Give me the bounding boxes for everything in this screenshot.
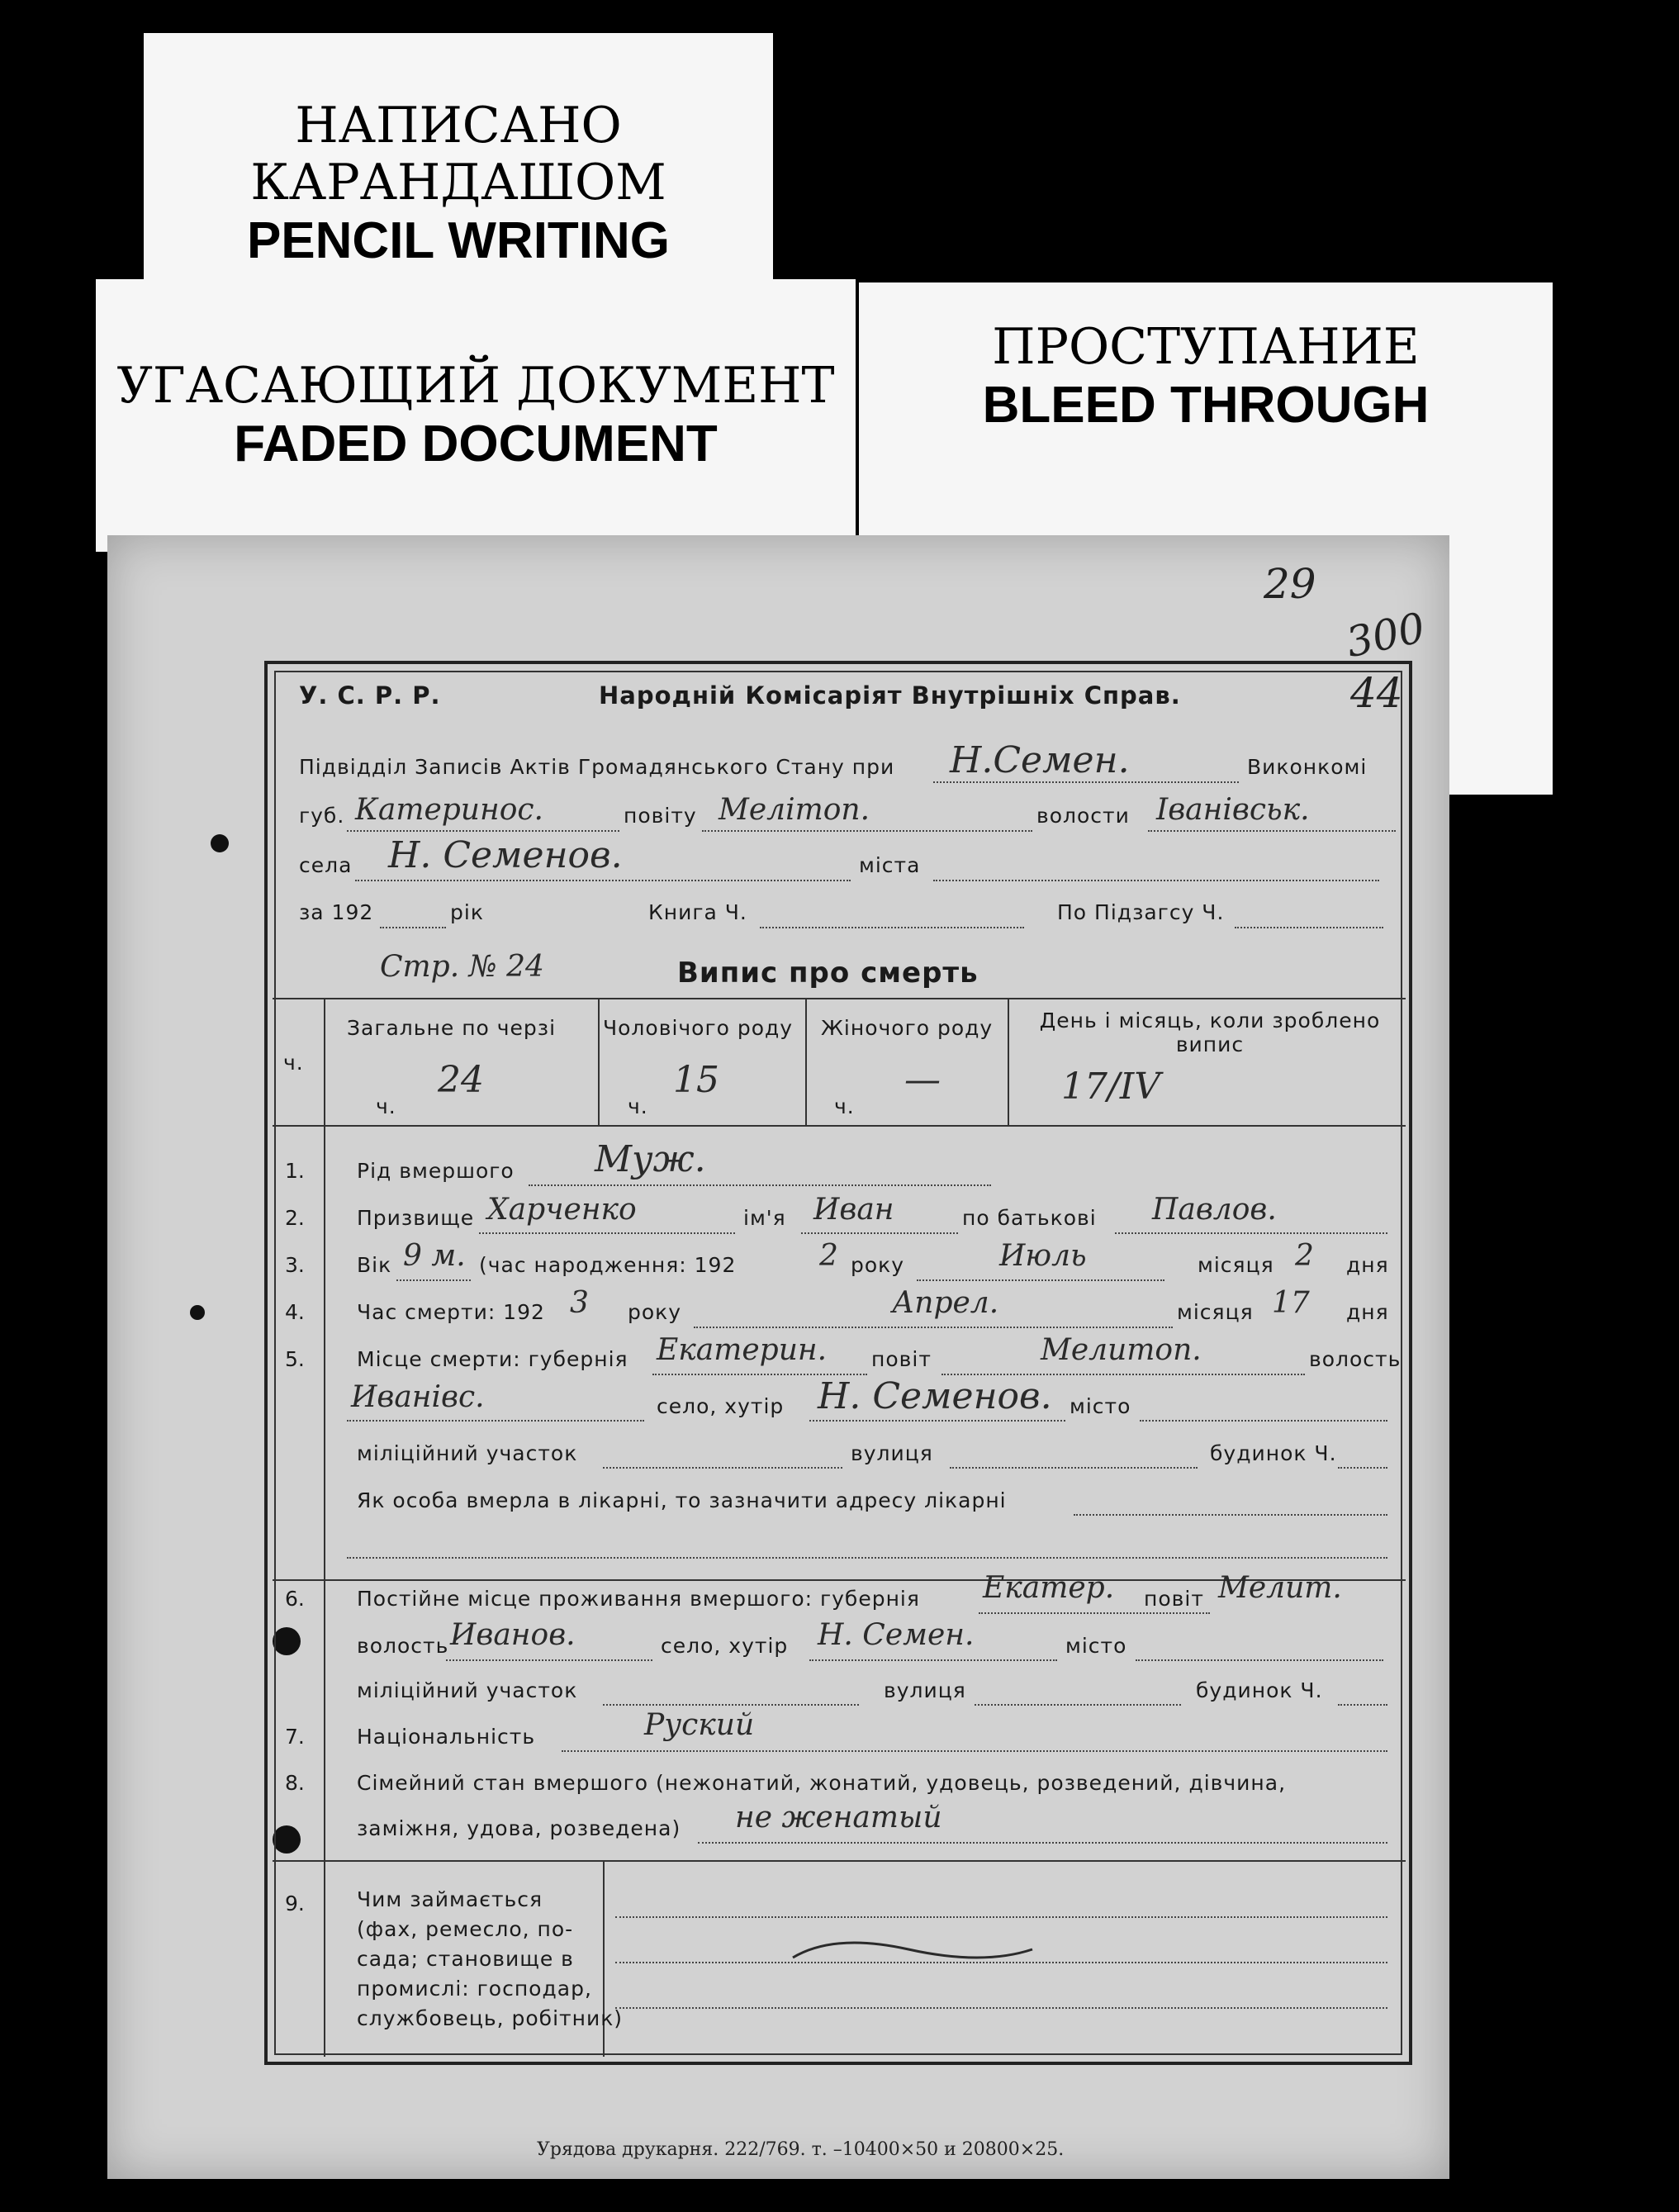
- faded-document-label-card: [96, 279, 856, 552]
- punch-hole: [190, 1305, 205, 1320]
- res-selo-label: село, хутір: [661, 1634, 789, 1658]
- death-label: Час смерти: 192: [357, 1300, 545, 1324]
- death-month-handwritten: Апрел.: [892, 1286, 999, 1320]
- record-ref-handwritten: Стр. № 24: [380, 950, 544, 984]
- podzags-label: По Підзагсу Ч.: [1057, 900, 1225, 924]
- place-misto-label: місто: [1070, 1394, 1131, 1418]
- res-militia-label: міліційний участок: [357, 1678, 578, 1702]
- place-povit-label: повіт: [871, 1347, 932, 1371]
- sheet-number-top: 29: [1264, 560, 1316, 608]
- republic-abbr: У. С. Р. Р.: [299, 681, 441, 710]
- place-selo-handwritten: Н. Семенов.: [818, 1375, 1052, 1417]
- record-date-handwritten: 17/IV: [1061, 1066, 1160, 1108]
- sheet-number-middle: 300: [1342, 603, 1430, 667]
- selo-handwritten: Н. Семенов.: [388, 834, 623, 876]
- death-day-handwritten: 17: [1272, 1286, 1310, 1320]
- executive-label: Виконкомі: [1247, 755, 1368, 779]
- commissariat-title: Народній Комісаріят Внутрішніх Справ.: [599, 681, 1181, 710]
- res-house-label: будинок Ч.: [1196, 1678, 1323, 1702]
- rid-label: Рід вмершого: [357, 1159, 515, 1183]
- item-number: 8.: [285, 1771, 305, 1795]
- birth-day-handwritten: 2: [1295, 1239, 1314, 1273]
- selo-label: села: [299, 853, 353, 877]
- col-male-header: Чоловічого роду: [603, 1016, 794, 1040]
- place-selo-label: село, хутір: [657, 1394, 785, 1418]
- age-handwritten: 9 м.: [403, 1239, 466, 1273]
- surname-label: Призвище: [357, 1206, 475, 1230]
- death-roku-label: року: [628, 1300, 682, 1324]
- occupation-line-1: Чим займається: [357, 1887, 543, 1911]
- death-year-handwritten: 3: [570, 1286, 589, 1320]
- item-number: 9.: [285, 1892, 305, 1915]
- counts-row-label: ч.: [283, 1051, 304, 1075]
- item-number: 7.: [285, 1725, 305, 1749]
- res-gub-handwritten: Екатер.: [983, 1571, 1115, 1605]
- faded-label-ru: УГАСАЮЩИЙ ДОКУМЕНТ: [116, 357, 835, 415]
- nationality-handwritten: Руский: [644, 1708, 755, 1742]
- patronymic-handwritten: Павлов.: [1152, 1193, 1277, 1227]
- place-gub-handwritten: Екатерин.: [657, 1333, 828, 1367]
- res-street-label: вулиця: [884, 1678, 966, 1702]
- res-volost-handwritten: Иванов.: [450, 1618, 576, 1652]
- pencil-writing-label-card: [144, 33, 773, 314]
- age-label: Вік: [357, 1253, 392, 1277]
- book-label: Книга Ч.: [648, 900, 747, 924]
- handwritten-flourish: [785, 1925, 1049, 1982]
- patronymic-label: по батькові: [962, 1206, 1097, 1230]
- birth-misyatsya-label: місяця: [1198, 1253, 1274, 1277]
- sheet-number-bottom: 44: [1350, 669, 1403, 717]
- rik-label: рік: [450, 900, 484, 924]
- nationality-label: Національність: [357, 1725, 536, 1749]
- occupation-line-4: промислі: господар,: [357, 1977, 592, 2001]
- birth-month-handwritten: Июль: [999, 1239, 1087, 1273]
- item-number: 3.: [285, 1253, 305, 1277]
- item-number: 1.: [285, 1159, 305, 1183]
- place-volost-label: волость: [1309, 1347, 1402, 1371]
- document-title: Випис про смерть: [677, 956, 979, 990]
- marital-handwritten: не женатый: [735, 1801, 942, 1835]
- punch-hole: [211, 834, 229, 852]
- res-povit-label: повіт: [1144, 1587, 1204, 1611]
- occupation-line-2: (фах, ремесло, по-: [357, 1917, 574, 1941]
- bleed-label-en: BLEED THROUGH: [982, 377, 1430, 434]
- col-general-header: Загальне по черзі: [347, 1016, 557, 1040]
- item-number: 6.: [285, 1587, 305, 1611]
- general-count-handwritten: 24: [438, 1059, 484, 1101]
- povit-label: повіту: [624, 804, 697, 828]
- bleed-label-ru: ПРОСТУПАНИЕ: [992, 318, 1420, 376]
- general-prefix: ч.: [376, 1094, 396, 1118]
- pencil-label-ru: НАПИСАНО КАРАНДАШОМ: [250, 97, 666, 211]
- birth-roku-label: року: [851, 1253, 905, 1277]
- occupation-line-3: сада; становище в: [357, 1947, 574, 1971]
- death-misyatsya-label: місяця: [1177, 1300, 1254, 1324]
- res-volost-label: волость: [357, 1634, 449, 1658]
- col-date-header: День і місяць, коли зроблено випис: [1039, 1009, 1381, 1056]
- res-povit-handwritten: Мелит.: [1218, 1571, 1342, 1605]
- gub-handwritten: Катеринос.: [355, 793, 543, 827]
- female-prefix: ч.: [834, 1094, 855, 1118]
- subdept-handwritten: Н.Семен.: [950, 739, 1130, 781]
- place-povit-handwritten: Мелитоп.: [1041, 1333, 1202, 1367]
- mista-label: міста: [859, 853, 921, 877]
- item-number: 4.: [285, 1300, 305, 1324]
- marital-label-2: заміжня, удова, розведена): [357, 1816, 681, 1840]
- col-female-header: Жіночого роду: [821, 1016, 994, 1040]
- male-count-handwritten: 15: [673, 1059, 719, 1101]
- res-misto-label: місто: [1065, 1634, 1127, 1658]
- volost-label: волости: [1036, 804, 1130, 828]
- name-handwritten: Иван: [813, 1193, 894, 1227]
- place-volost-handwritten: Иванівс.: [351, 1380, 485, 1414]
- faded-label-en: FADED DOCUMENT: [234, 415, 718, 472]
- year-label: за 192: [299, 900, 374, 924]
- street-label: вулиця: [851, 1441, 933, 1465]
- birth-year-handwritten: 2: [819, 1239, 838, 1273]
- volost-handwritten: Іванівськ.: [1156, 793, 1310, 827]
- item-number: 2.: [285, 1206, 305, 1230]
- gub-label: губ.: [299, 804, 345, 828]
- birth-label: (час народження: 192: [479, 1253, 737, 1277]
- rid-handwritten: Муж.: [595, 1138, 706, 1180]
- pencil-label-en: PENCIL WRITING: [246, 212, 671, 269]
- residence-label: Постійне місце проживання вмершого: губернія: [357, 1587, 920, 1611]
- militia-label: міліційний участок: [357, 1441, 578, 1465]
- hospital-label: Як особа вмерла в лікарні, то зазначити адресу лікарні: [357, 1488, 1007, 1512]
- printer-footer: Урядова друкарня. 222/769. т. –10400×50 и 20800×25.: [537, 2139, 1065, 2160]
- subdept-label: Підвідділ Записів Актів Громадянського Стану при: [299, 755, 895, 779]
- occupation-line-5: службовець, робітник): [357, 2006, 624, 2030]
- place-label: Місце смерти: губернія: [357, 1347, 628, 1371]
- marital-label-1: Сімейний стан вмершого (нежонатий, жонатий, удовець, розведений, дівчина,: [357, 1771, 1287, 1795]
- death-dnya-label: дня: [1346, 1300, 1389, 1324]
- povit-handwritten: Мелітоп.: [719, 793, 870, 827]
- birth-dnya-label: дня: [1346, 1253, 1389, 1277]
- male-prefix: ч.: [628, 1094, 648, 1118]
- female-count-handwritten: —: [904, 1059, 941, 1101]
- res-selo-handwritten: Н. Семен.: [818, 1618, 975, 1652]
- house-label: будинок Ч.: [1210, 1441, 1337, 1465]
- item-number: 5.: [285, 1347, 305, 1371]
- surname-handwritten: Харченко: [487, 1193, 637, 1227]
- name-label: ім'я: [743, 1206, 786, 1230]
